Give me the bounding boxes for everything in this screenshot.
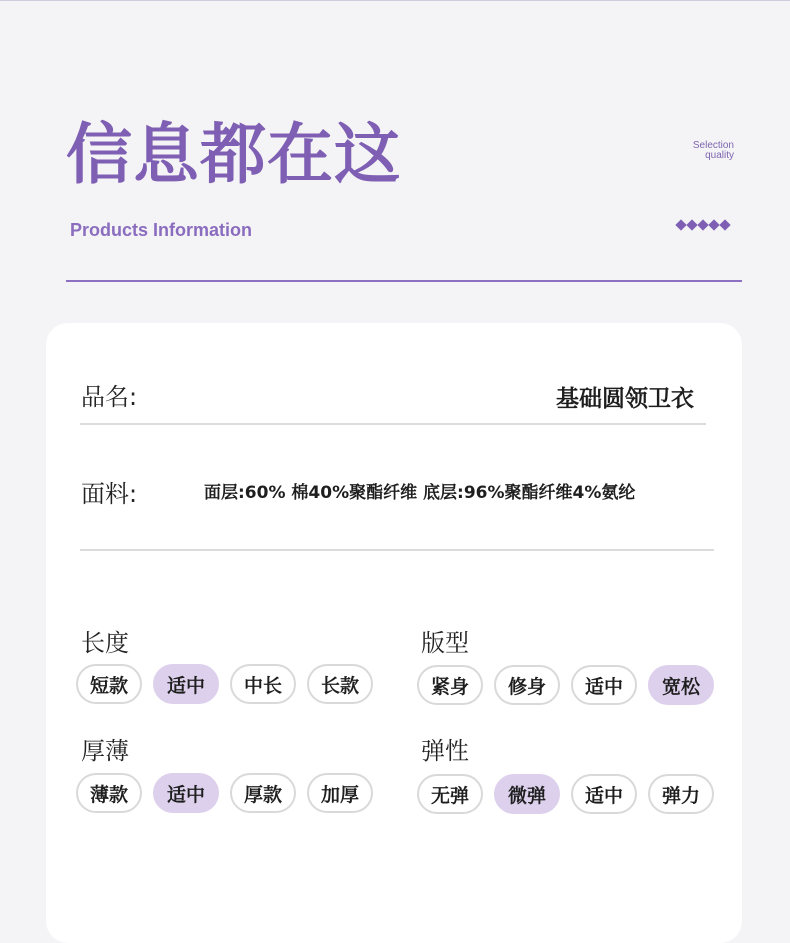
page-subtitle: Products Information (70, 220, 253, 240)
diamond-ornament (676, 221, 730, 229)
fit-option[interactable]: 修身 (494, 665, 560, 705)
diamond-icon (708, 219, 719, 230)
elasticity-option[interactable]: 微弹 (494, 774, 560, 814)
diamond-icon (675, 219, 686, 230)
thickness-option[interactable]: 厚款 (230, 773, 296, 813)
diamond-icon (719, 219, 730, 230)
quality-text: quality (705, 150, 734, 161)
elasticity-option[interactable]: 适中 (571, 774, 637, 814)
fabric-value: 面层:60% 棉40%聚酯纤维 底层:96%聚酯纤维4%氨纶 (204, 483, 636, 503)
diamond-icon (686, 219, 697, 230)
diamond-icon (697, 219, 708, 230)
thickness-option[interactable]: 适中 (153, 773, 219, 813)
length-option[interactable]: 中长 (230, 664, 296, 704)
elasticity-option[interactable]: 弹力 (648, 774, 714, 814)
elasticity-title: 弹性 (421, 737, 469, 765)
header-divider (66, 280, 742, 282)
thickness-options (76, 773, 384, 813)
info-card (46, 323, 742, 943)
elasticity-option[interactable]: 无弹 (417, 774, 483, 814)
thickness-title: 厚薄 (81, 737, 129, 765)
fit-option[interactable]: 紧身 (417, 665, 483, 705)
fit-title: 版型 (421, 629, 469, 657)
length-option[interactable]: 适中 (153, 664, 219, 704)
top-rule (0, 0, 790, 1)
product-name-value: 基础圆领卫衣 (556, 386, 694, 412)
thickness-option[interactable]: 薄款 (76, 773, 142, 813)
thickness-option[interactable]: 加厚 (307, 773, 373, 813)
fit-option[interactable]: 适中 (571, 665, 637, 705)
page-title: 信息都在这 (66, 116, 401, 193)
fit-option[interactable]: 宽松 (648, 665, 714, 705)
fabric-label: 面料: (81, 480, 138, 508)
fit-options (417, 665, 725, 705)
name-divider (80, 423, 706, 425)
length-option[interactable]: 短款 (76, 664, 142, 704)
selection-text: Selection (692, 140, 734, 151)
product-name-label: 品名: (81, 383, 138, 411)
selection-quality-tag (693, 141, 734, 161)
length-title: 长度 (81, 629, 129, 657)
elasticity-options (417, 774, 725, 814)
length-options (76, 664, 384, 704)
fabric-divider (80, 549, 714, 551)
length-option[interactable]: 长款 (307, 664, 373, 704)
